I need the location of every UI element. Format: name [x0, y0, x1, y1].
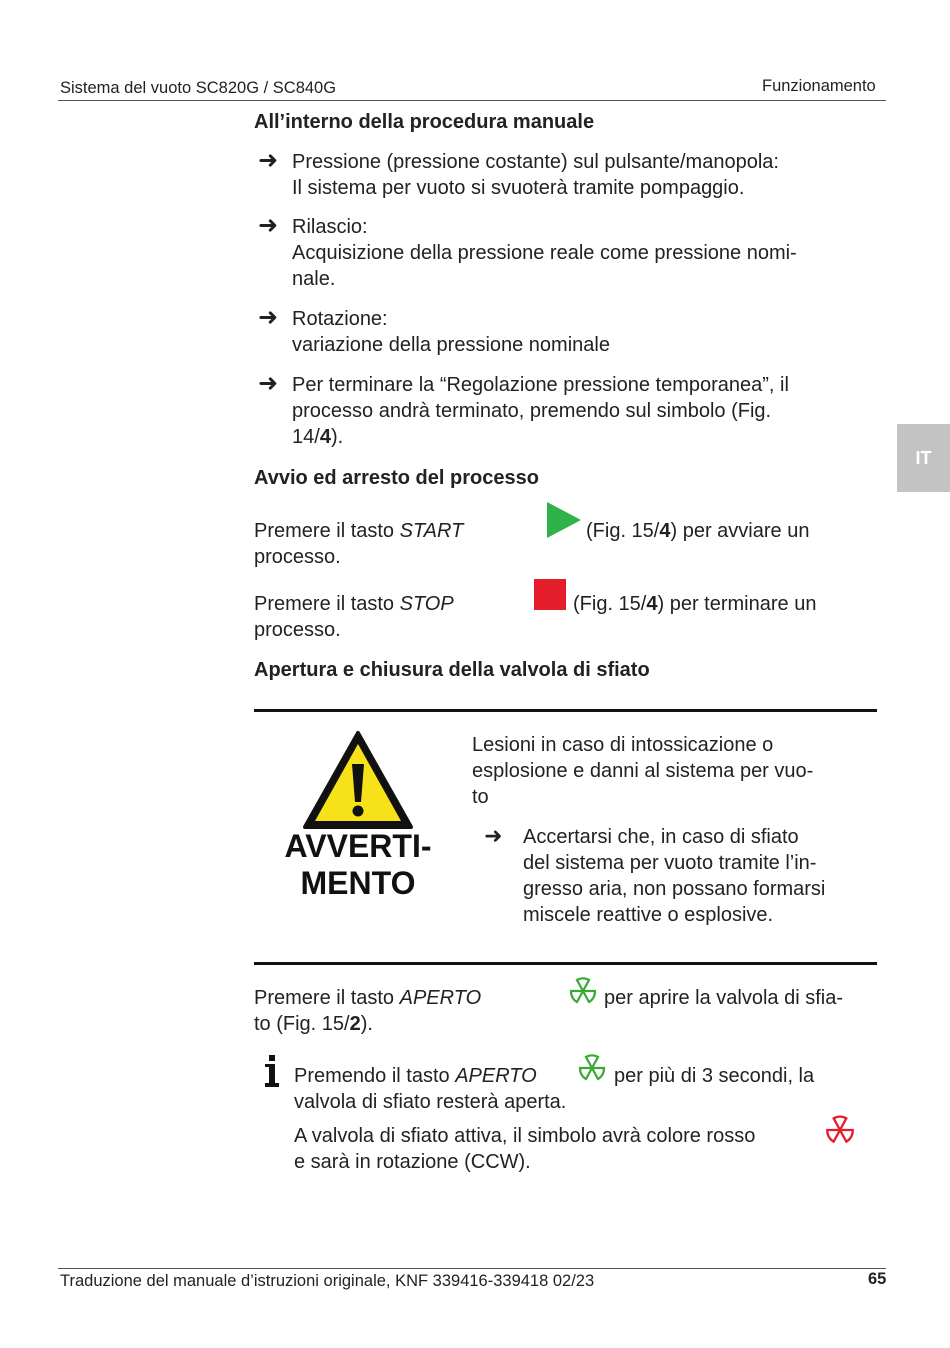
- warning-bottom-rule: [254, 962, 877, 965]
- header-right: Funzionamento: [762, 77, 876, 95]
- stop-text-line2: processo.: [254, 619, 341, 641]
- stop-text-after: (Fig. 15/4) per terminare un: [573, 593, 817, 615]
- play-icon: [546, 501, 582, 539]
- language-tab: IT: [897, 424, 950, 492]
- warning-triangle-icon: [302, 730, 414, 830]
- info-line4: e sarà in rotazione (CCW).: [294, 1151, 531, 1173]
- footer-rule: [58, 1268, 886, 1269]
- warning-top-rule: [254, 709, 877, 712]
- warning-text: Lesioni in caso di intossicazione o esplosione e danni al sistema per vuo- to: [472, 734, 814, 808]
- list-item: Rilascio: Acquisizione della pressione reale come pressione nomi- nale.: [292, 216, 797, 290]
- arrow-icon: ➜: [258, 147, 279, 174]
- page-number: 65: [868, 1270, 887, 1288]
- stop-text: Premere il tasto STOP: [254, 593, 454, 615]
- list-item: Pressione (pressione costante) sul pulsante/manopola: Il sistema per vuoto si svuoterà tramite pompaggio.: [292, 151, 779, 199]
- open-text: Premere il tasto APERTO: [254, 987, 482, 1009]
- arrow-icon: ➜: [258, 370, 279, 397]
- arrow-icon: ➜: [258, 304, 279, 331]
- arrow-icon: ➜: [484, 823, 503, 848]
- info-line2: valvola di sfiato resterà aperta.: [294, 1091, 567, 1113]
- info-line1: Premendo il tasto APERTO: [294, 1065, 537, 1087]
- header-rule: [58, 100, 886, 101]
- vent-fan-icon: [566, 975, 600, 1007]
- start-text-line2: processo.: [254, 546, 341, 568]
- info-line3: A valvola di sfiato attiva, il simbolo avrà colore rosso: [294, 1125, 756, 1147]
- start-text-after: (Fig. 15/4) per avviare un: [586, 520, 810, 542]
- warning-action: Accertarsi che, in caso di sfiato del sistema per vuoto tramite l’in- gresso aria, non possano formarsi miscele reattive o esplosive.: [523, 826, 826, 926]
- heading-start-stop: Avvio ed arresto del processo: [254, 467, 539, 489]
- list-item: Rotazione: variazione della pressione nominale: [292, 308, 610, 356]
- footer-left: Traduzione del manuale d’istruzioni originale, KNF 339416-339418 02/23: [60, 1272, 595, 1290]
- list-item: Per terminare la “Regolazione pressione temporanea”, il processo andrà terminato, premendo sul simbolo (Fig. 14/4).: [292, 374, 789, 448]
- start-text: Premere il tasto START: [254, 520, 464, 542]
- vent-fan-icon: [575, 1052, 609, 1084]
- info-icon: [264, 1054, 280, 1088]
- warning-title-line1: AVVERTI-: [284, 828, 432, 864]
- open-text-line2: to (Fig. 15/2).: [254, 1013, 373, 1035]
- stop-icon: [534, 579, 566, 610]
- vent-fan-red-icon: [822, 1113, 858, 1147]
- open-text-after: per aprire la valvola di sfia-: [604, 987, 843, 1009]
- warning-title-line2: MENTO: [300, 865, 416, 901]
- heading-manual: All’interno della procedura manuale: [254, 111, 595, 133]
- info-line1-after: per più di 3 secondi, la: [614, 1065, 815, 1087]
- header-left: Sistema del vuoto SC820G / SC840G: [60, 79, 337, 97]
- arrow-icon: ➜: [258, 212, 279, 239]
- heading-valve: Apertura e chiusura della valvola di sfiato: [254, 659, 650, 681]
